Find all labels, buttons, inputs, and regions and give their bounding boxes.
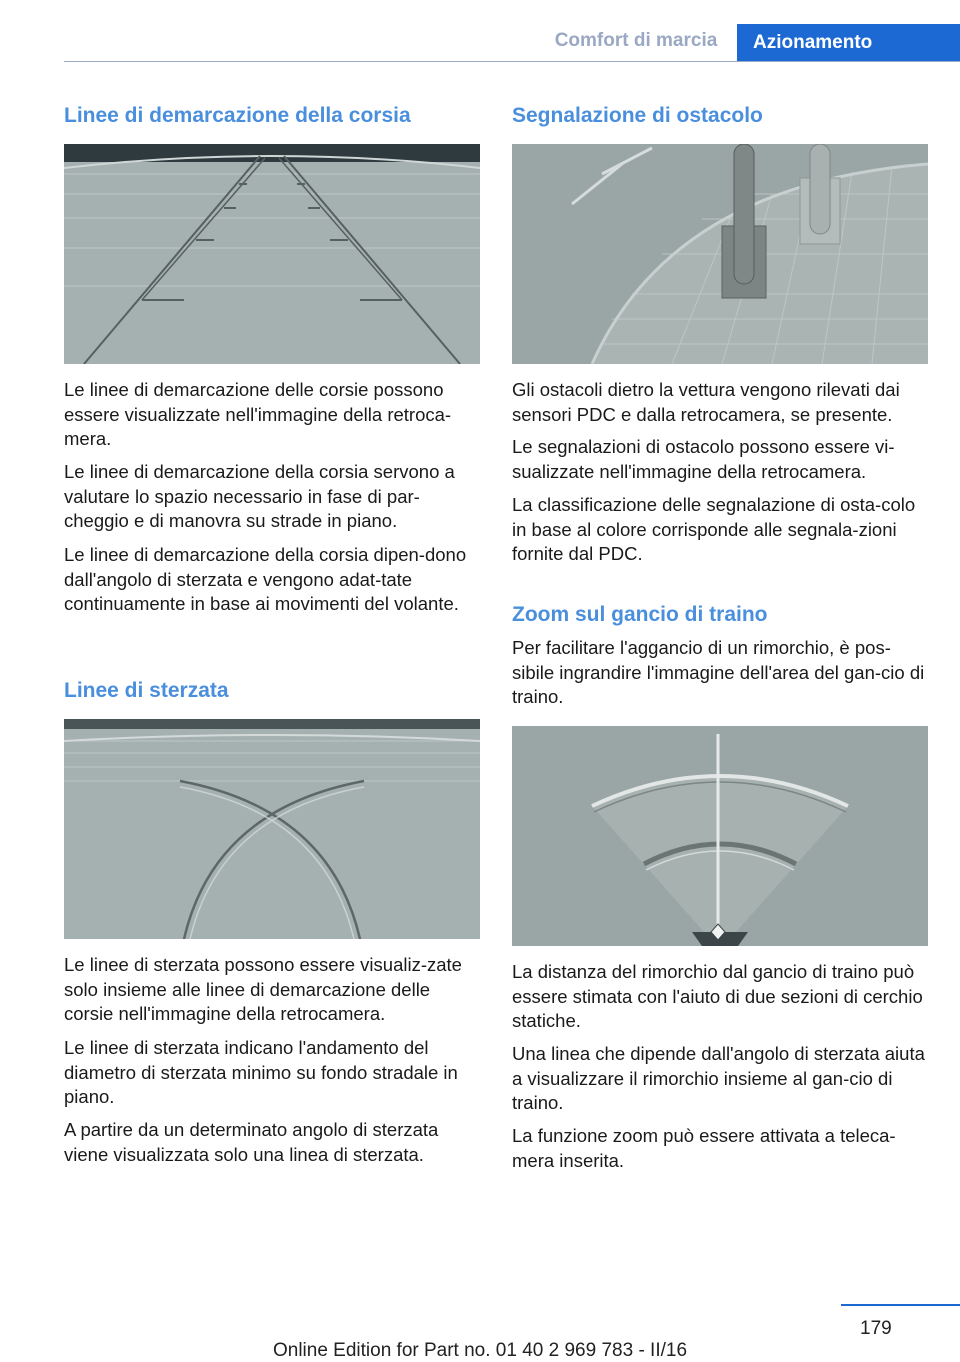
obstacle-figure (512, 144, 928, 364)
steering-lines-figure (64, 719, 480, 939)
tow-hitch-zoom-paragraph-4: La funzione zoom può essere attivata a teleca‐mera inserita. (512, 1125, 896, 1171)
page-number: 179 (860, 1318, 892, 1339)
steering-lines-paragraph-2: Le linee di sterzata indicano l'andamento del diametro di sterzata minimo su fondo stradale in piano. (64, 1037, 458, 1107)
lane-lines-figure (64, 144, 480, 364)
tow-hitch-zoom-heading: Zoom sul gancio di traino (512, 603, 768, 626)
edition-footer: Online Edition for Part no. 01 40 2 969 783 - II/16 (272, 1340, 688, 1361)
steering-lines-heading: Linee di sterzata (64, 679, 229, 702)
obstacle-paragraph-3: La classificazione delle segnalazione di osta‐colo in base al colore corrisponde alle segnala‐zioni fornite dal PDC. (512, 494, 916, 564)
page-header (0, 24, 960, 62)
obstacle-heading: Segnalazione di ostacolo (512, 104, 763, 127)
tow-hitch-zoom-figure (512, 726, 928, 946)
obstacle-paragraph-1: Gli ostacoli dietro la vettura vengono rilevati dai sensori PDC e dalla retrocamera, se presente. (512, 379, 900, 425)
obstacle-paragraph-2: Le segnalazioni di ostacolo possono essere vi‐sualizzate nell'immagine della retrocamera. (512, 436, 895, 482)
tow-hitch-zoom-paragraph-1: Per facilitare l'aggancio di un rimorchio, è pos‐sibile ingrandire l'immagine dell'area del gan‐cio di traino. (512, 637, 925, 707)
section-tab[interactable]: Comfort di marcia (554, 30, 718, 51)
tow-hitch-zoom-paragraph-3: Una linea che dipende dall'angolo di sterzata aiuta a visualizzare il rimorchio insieme al gan‐cio di traino. (512, 1043, 925, 1113)
lane-lines-paragraph-1: Le linee di demarcazione delle corsie possono essere visualizzate nell'immagine della retroca‐mera. (64, 379, 452, 449)
header-divider (64, 61, 960, 62)
lane-lines-paragraph-3: Le linee di demarcazione della corsia dipen‐dono dall'angolo di sterzata e vengono adat‐tate continuamente in base ai movimenti del volante. (64, 544, 467, 614)
tow-hitch-zoom-paragraph-2: La distanza del rimorchio dal gancio di traino può essere stimata con l'aiuto di due sezioni di cerchio statiche. (512, 961, 923, 1031)
steering-lines-paragraph-1: Le linee di sterzata possono essere visualiz‐zate solo insieme alle linee di demarcazione delle corsie nell'immagine della retrocamera. (64, 954, 462, 1024)
footer-divider (841, 1304, 960, 1306)
lane-lines-paragraph-2: Le linee di demarcazione della corsia servono a valutare lo spazio necessario in fase di par‐cheggio e di manovra su strade in piano. (64, 461, 455, 531)
chapter-tab[interactable]: Azionamento (737, 24, 960, 62)
steering-lines-paragraph-3: A partire da un determinato angolo di sterzata viene visualizzata solo una linea di sterzata. (64, 1119, 439, 1165)
lane-lines-heading: Linee di demarcazione della corsia (64, 104, 411, 127)
